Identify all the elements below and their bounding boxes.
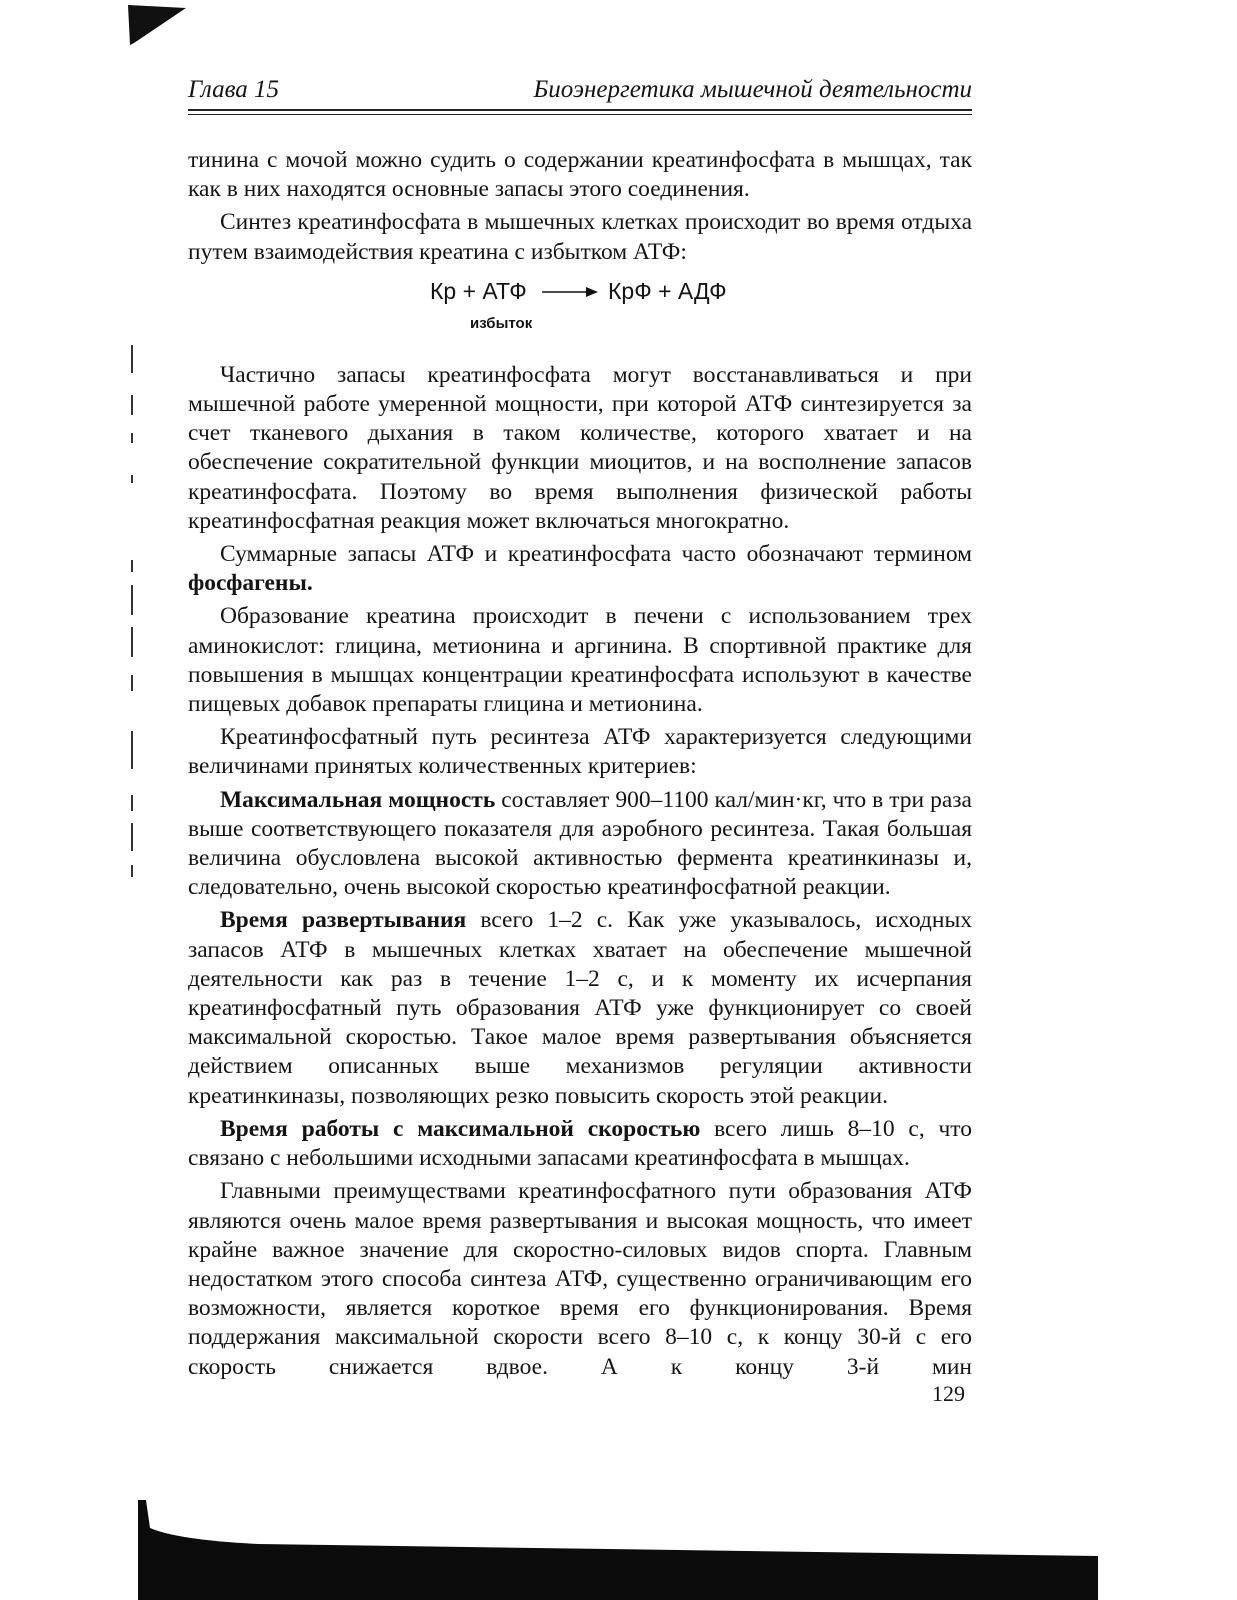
paragraph: Креатинфосфатный путь ресинтеза АТФ характеризуется следующими величинами принятых количественных критериев: [188, 724, 972, 780]
paragraph: Время работы с максимальной скоростью всего лишь 8–10 с, что связано с небольшими исходными запасами креатинфосфата в мышцах. [188, 1115, 972, 1172]
chapter-title: Глава 15 [188, 76, 280, 103]
running-header [188, 76, 972, 106]
reaction-arrow-icon [540, 285, 600, 299]
paragraph: Максимальная мощность составляет 900–1100 кал/мин·кг, что в три раза выше соответствующего показателя для аэробного ресинтеза. Такая большая величина обусловлена высокой активностью фермента креатинкиназы и, следовательно, очень высокой скоростью креатинфосфатной реакции. [188, 786, 972, 901]
scan-corner-mark [128, 5, 188, 45]
header-rule-thin [188, 114, 972, 115]
term-max-power: Максимальная мощность [220, 786, 496, 813]
page-body [188, 146, 972, 1386]
reaction-formula [188, 273, 972, 341]
formula-reactants: Кр + АТФ [430, 277, 527, 304]
paragraph: тинина с мочой можно судить о содержании креатинфосфата в мышцах, так как в них находятся основные запасы этого соединения. [188, 147, 972, 203]
section-title: Биоэнергетика мышечной деятельности [533, 76, 972, 103]
formula-note: избыток [470, 314, 533, 332]
paragraph: Частично запасы креатинфосфата могут восстанавливаться и при мышечной работе умеренной мощности, при которой АТФ синтезируется за счет тканевого дыхания в таком количестве, которого хватает и на обеспечение сократительной функции миоцитов, и на восполнение запасов креатинфосфата. Поэтому во время выполнения физической работы креатинфосфатная реакция может включаться многократно. [188, 361, 972, 534]
term-max-speed-time: Время работы с максимальной скоростью [220, 1115, 701, 1142]
margin-change-bars [131, 345, 137, 905]
term-phosphagens: фосфагены. [188, 570, 313, 597]
paragraph: Главными преимуществами креатинфосфатного пути образования АТФ являются очень малое время развертывания и высокая мощность, что имеет крайне важное значение для скоростно-силовых видов спорта. Главным недостатком этого способа синтеза АТФ, существенно ограничивающим его возможности, является короткое время его функционирования. Время поддержания максимальной скорости всего 8–10 с, к концу 30-й с его скорость снижается вдвое. А к концу 3-й мин [188, 1178, 972, 1380]
term-deployment-time: Время развертывания [220, 907, 467, 934]
formula-products: КрФ + АДФ [608, 277, 727, 304]
paragraph: Синтез креатинфосфата в мышечных клетках происходит во время отдыха путем взаимодействия креатина с избытком АТФ: [188, 209, 972, 265]
paragraph: Суммарные запасы АТФ и креатинфосфата часто обозначают термином фосфагены. [188, 541, 972, 597]
page-number: 129 [932, 1381, 965, 1406]
header-rule [188, 109, 972, 111]
paragraph: Время развертывания всего 1–2 с. Как уже указывалось, исходных запасов АТФ в мышечных клетках хватает на обеспечение мышечной деятельности как раз в течение 1–2 с, и к моменту их исчерпания креатинфосфатный путь образования АТФ уже функционирует со своей максимальной скоростью. Такое малое время развертывания объясняется действием описанных выше механизмов регуляции активности креатинкиназы, позволяющих резко повысить скорость этой реакции. [188, 907, 972, 1109]
scan-bottom-shadow [138, 1500, 1098, 1600]
paragraph: Образование креатина происходит в печени с использованием трех аминокислот: глицина, метионина и аргинина. В спортивной практике для повышения в мышцах концентрации креатинфосфата используют в качестве пищевых добавок препараты глицина и метионина. [188, 603, 972, 718]
